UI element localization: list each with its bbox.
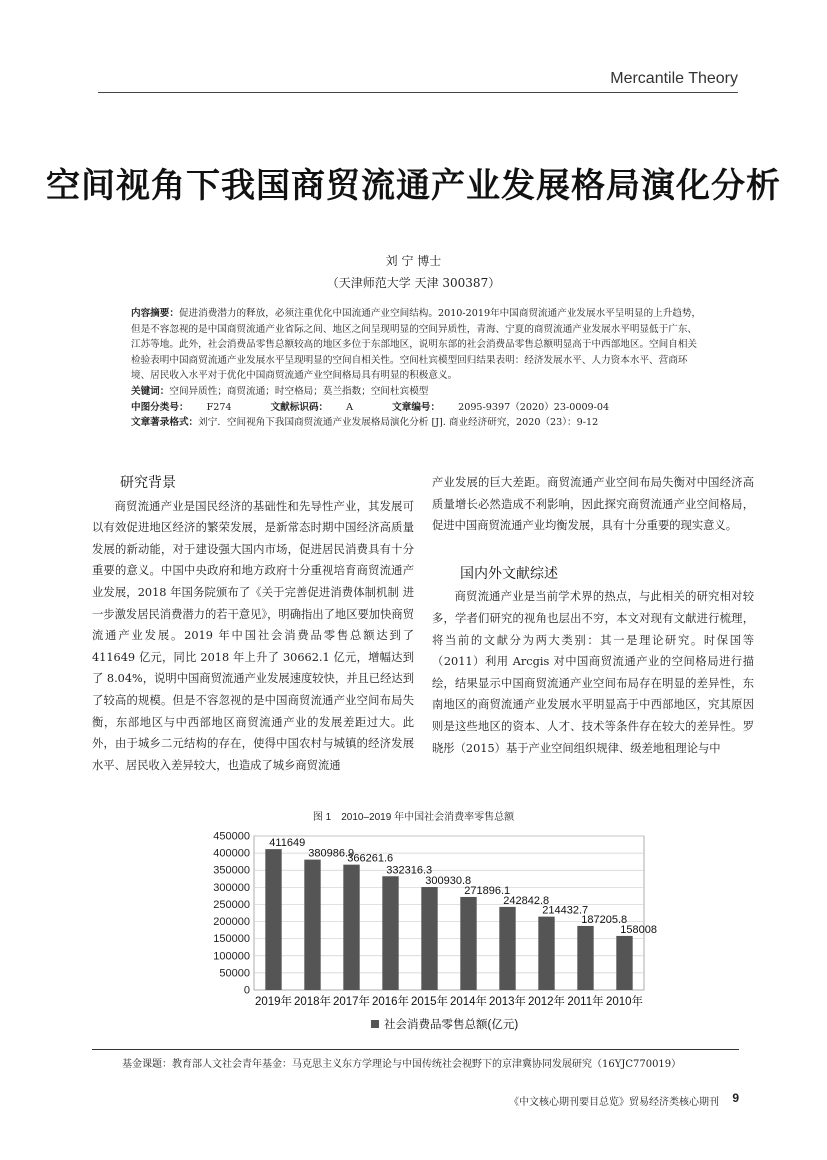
- fund-note: 基金课题：教育部人文社会青年基金：马克思主义东方学理论与中国传统社会视野下的京津冀协同发展研究（16YJC770019）: [122, 1059, 682, 1070]
- page-number: 9: [732, 1091, 739, 1105]
- y-tick-label: 0: [243, 984, 250, 997]
- legend-swatch: [371, 1020, 379, 1028]
- paragraph: 商贸流通产业是国民经济的基础性和先导性产业，其发展可以有效促进地区经济的繁荣发展，是新常态时期中国经济高质量发展的新动能，对于建设强大国内市场，促进居民消费具有十分重要的意义。中国中央政府和地方政府十分重视培育商贸流通产业发展，2018 年国务院颁布了《关于完善促进消费体制机制 进一步激发居民消费潜力的若干意见》，明确指出了地区要加快商贸流通产业发展。2019 年中国社会消费品零售总额达到了 411649 亿元，同比 2018 年上升了 30662.1 亿元，增幅达到了 8.04%，说明中国商贸流通产业发展速度较快，并且已经达到了较高的规模。但是不容忽视的是中国商贸流通产业空间布局失衡，东部地区与中西部地区商贸流通产业的发展差距过大。此外，由于城乡二元结构的存在，使得中国农村与城镇的经济发展水平、居民收入差异较大，也造成了城乡商贸流通: [92, 499, 414, 772]
- y-tick-label: 300000: [213, 881, 250, 894]
- data-label: 300930.8: [425, 875, 472, 888]
- bar: [499, 907, 515, 990]
- x-tick-label: 2010年: [605, 996, 644, 1008]
- clc-value: F274: [206, 401, 232, 413]
- x-tick-label: 2015年: [410, 996, 449, 1008]
- article-no-label: 文章编号：: [392, 401, 441, 413]
- header-divider: [98, 92, 738, 93]
- x-tick-label: 2011年: [567, 996, 604, 1008]
- right-column: [432, 472, 754, 759]
- abstract-label: 内容摘要：: [131, 308, 179, 319]
- y-tick-label: 50000: [219, 967, 250, 980]
- bar: [343, 865, 359, 990]
- data-label: 366261.6: [347, 852, 394, 865]
- x-tick-label: 2014年: [449, 996, 488, 1008]
- author: 刘 宁 博士: [385, 254, 442, 268]
- running-title: Mercantile Theory: [610, 70, 738, 87]
- bar: [538, 917, 554, 990]
- citation-label: 文章著录格式：: [131, 417, 199, 429]
- y-tick-label: 200000: [213, 916, 250, 929]
- data-label: 214432.7: [542, 904, 589, 917]
- y-tick-label: 400000: [213, 847, 250, 860]
- abstract-text: 促进消费潜力的释放，必须注重优化中国流通产业空间结构。2010-2019年中国商贸流通产业发展水平呈明显的上升趋势，但是不容忽视的是中国商贸流通产业省际之间、地区之间呈现明显的空间异质性，青海、宁夏的商贸流通产业发展水平明显低于广东、江苏等地。此外，社会消费品零售总额较高的地区多位于东部地区，说明东部的社会消费品零售总额明显高于中西部地区。空间自相关检验表明中国商贸流通产业发展水平呈现明显的空间自相关性。空间杜宾模型回归结果表明：经济发展水平、人力资本水平、营商环境、居民收入水平对于优化中国商贸流通产业空间格局具有明显的积极意义。: [131, 308, 702, 382]
- y-tick-label: 100000: [213, 950, 250, 963]
- bar: [421, 887, 437, 990]
- footnote-divider: [92, 1049, 739, 1050]
- doccode-value: A: [346, 401, 354, 413]
- x-tick-label: 2018年: [293, 996, 332, 1008]
- keywords-text: 空间异质性；商贸流通；时空格局；莫兰指数；空间杜宾模型: [169, 385, 429, 397]
- bar: [460, 897, 476, 990]
- citation-text: 刘宁．空间视角下我国商贸流通产业发展格局演化分析 [J]. 商业经济研究，2020（23）：9-12: [198, 417, 599, 429]
- doccode-label: 文献标识码：: [270, 401, 329, 413]
- article-no-value: 2095-9397（2020）23-0009-04: [458, 401, 610, 413]
- data-label: 332316.3: [386, 864, 433, 877]
- article-title: 空间视角下我国商贸流通产业发展格局演化分析: [46, 166, 781, 206]
- x-tick-label: 2017年: [332, 996, 371, 1008]
- bar: [616, 936, 632, 990]
- bar: [265, 849, 281, 990]
- citation: [131, 415, 706, 431]
- data-label: 411649: [269, 837, 306, 850]
- data-label: 187205.8: [581, 913, 628, 926]
- x-tick-label: 2012年: [527, 996, 566, 1008]
- x-tick-label: 2016年: [371, 996, 410, 1008]
- x-tick-label: 2019年: [254, 996, 293, 1008]
- y-tick-label: 250000: [213, 898, 250, 911]
- data-label: 158008: [620, 923, 658, 936]
- bar: [304, 860, 320, 990]
- y-tick-label: 350000: [213, 864, 250, 877]
- abstract: [131, 306, 706, 384]
- data-label: 380986.9: [308, 847, 355, 860]
- legend-label: 社会消费品零售总额(亿元): [384, 1019, 519, 1031]
- paragraph: 产业发展的巨大差距。商贸流通产业空间布局失衡对中国经济高质量增长必然造成不利影响，因此探究商贸流通产业空间格局，促进中国商贸流通产业均衡发展，具有十分重要的现实意义。: [432, 476, 754, 533]
- classification-row: [131, 400, 706, 416]
- bar-chart: [196, 826, 666, 1036]
- bar: [577, 926, 593, 990]
- bar: [382, 876, 398, 990]
- paragraph: 商贸流通产业是当前学术界的热点，与此相关的研究相对较多，学者们研究的视角也层出不穷，本文对现有文献进行梳理，将当前的文献分为两大类别：其一是理论研究。时保国等（2011）利用 Arcgis 对中国商贸流通产业的空间格局进行描绘，结果显示中国商贸流通产业空间布局存在明显的差异性，东南地区的商贸流通产业发展水平明显高于中西部地区，究其原因则是这些地区的资本、人才、技术等条件存在较大的差异性。罗晓彤（2015）基于产业空间组织规律、级差地租理论与中: [432, 590, 754, 755]
- section-heading-literature: 国内外文献综述: [460, 564, 558, 581]
- section-heading-background: 研究背景: [120, 474, 176, 490]
- y-tick-label: 450000: [213, 830, 250, 843]
- data-label: 271896.1: [464, 884, 511, 897]
- left-column: [92, 472, 414, 776]
- clc-label: 中图分类号：: [131, 401, 189, 413]
- keywords-label: 关键词：: [131, 385, 170, 397]
- data-label: 242842.8: [503, 894, 550, 907]
- abstract-block: [131, 306, 706, 431]
- y-tick-label: 150000: [213, 933, 250, 946]
- figure-caption: 图 1 2010–2019 年中国社会消费率零售总额: [312, 812, 515, 823]
- affiliation: （天津师范大学 天津 300387）: [326, 276, 501, 290]
- keywords: [131, 384, 706, 400]
- journal-note: 《中文核心期刊要目总览》贸易经济类核心期刊: [509, 1097, 719, 1108]
- x-tick-label: 2013年: [488, 996, 527, 1008]
